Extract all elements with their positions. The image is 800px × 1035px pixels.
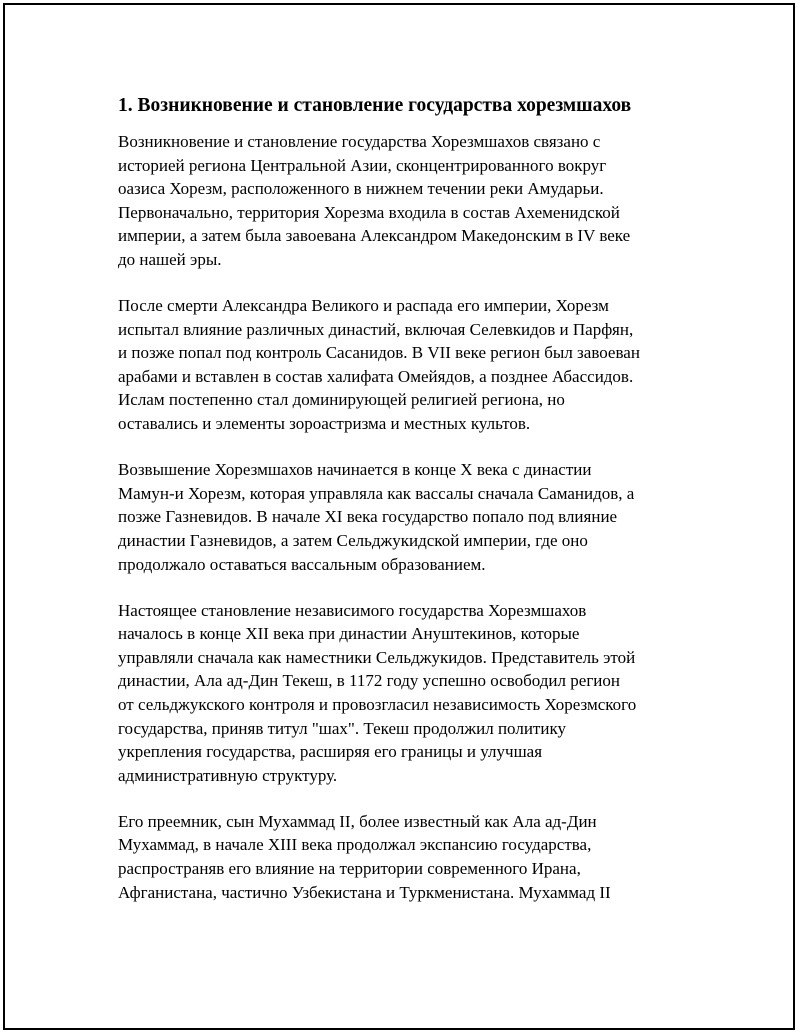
text-line: началось в конце XII века при династии Ануштекинов, которые	[118, 624, 580, 644]
text-line: продолжало оставаться вассальным образованием.	[118, 554, 486, 574]
text-line: династии, Ала ад-Дин Текеш, в 1172 году успешно освободил регион	[118, 671, 620, 691]
text-line: до нашей эры.	[118, 249, 222, 269]
text-line: После смерти Александра Великого и распада его империи, Хорезм	[118, 296, 609, 316]
text-line: Афганистана, частично Узбекистана и Туркменистана. Мухаммад II	[118, 882, 611, 902]
text-line: Ислам постепенно стал доминирующей религией региона, но	[118, 390, 565, 410]
text-line: управляли сначала как наместники Сельджукидов. Представитель этой	[118, 647, 636, 667]
text-line: Возвышение Хорезмшахов начинается в конце X века с династии	[118, 460, 592, 480]
text-line: испытал влияние различных династий, включая Селевкидов и Парфян,	[118, 319, 634, 339]
paragraph-3	[118, 458, 718, 576]
paragraph-5	[118, 810, 718, 904]
text-line: Его преемник, сын Мухаммад II, более известный как Ала ад-Дин	[118, 811, 597, 831]
text-line: Мухаммад, в начале XIII века продолжал экспансию государства,	[118, 835, 592, 855]
text-line: распространяв его влияние на территории современного Ирана,	[118, 859, 581, 879]
section-heading: 1. Возникновение и становление государства хорезмшахов	[118, 95, 632, 116]
paragraph-2	[118, 294, 718, 436]
text-line: династии Газневидов, а затем Сельджукидской империи, где оно	[118, 530, 588, 550]
document-body	[118, 94, 718, 927]
paragraph-1	[118, 130, 718, 272]
text-line: империи, а затем была завоевана Александром Македонским в IV веке	[118, 226, 631, 246]
text-line: административную структуру.	[118, 765, 338, 785]
text-line: оазиса Хорезм, расположенного в нижнем течении реки Амударьи.	[118, 179, 604, 199]
text-line: от сельджукского контроля и провозгласил независимость Хорезмского	[118, 694, 637, 714]
text-line: Настоящее становление независимого государства Хорезмшахов	[118, 600, 587, 620]
text-line: государства, приняв титул "шах". Текеш продолжил политику	[118, 718, 566, 738]
text-line: арабами и вставлен в состав халифата Омейядов, а позднее Абассидов.	[118, 366, 634, 386]
text-line: и позже попал под контроль Сасанидов. В VII веке регион был завоеван	[118, 343, 640, 363]
text-line: Первоначально, территория Хорезма входила в состав Ахеменидской	[118, 202, 620, 222]
text-line: Возникновение и становление государства Хорезмшахов связано с	[118, 132, 601, 151]
text-line: историей региона Центральной Азии, сконцентрированного вокруг	[118, 155, 607, 175]
paragraph-4	[118, 599, 718, 788]
text-line: оставались и элементы зороастризма и местных культов.	[118, 414, 531, 434]
text-line: позже Газневидов. В начале XI века государство попало под влияние	[118, 507, 618, 527]
text-line: Мамун-и Хорезм, которая управляла как вассалы сначала Саманидов, а	[118, 483, 635, 503]
text-line: укрепления государства, расширяя его границы и улучшая	[118, 742, 543, 762]
